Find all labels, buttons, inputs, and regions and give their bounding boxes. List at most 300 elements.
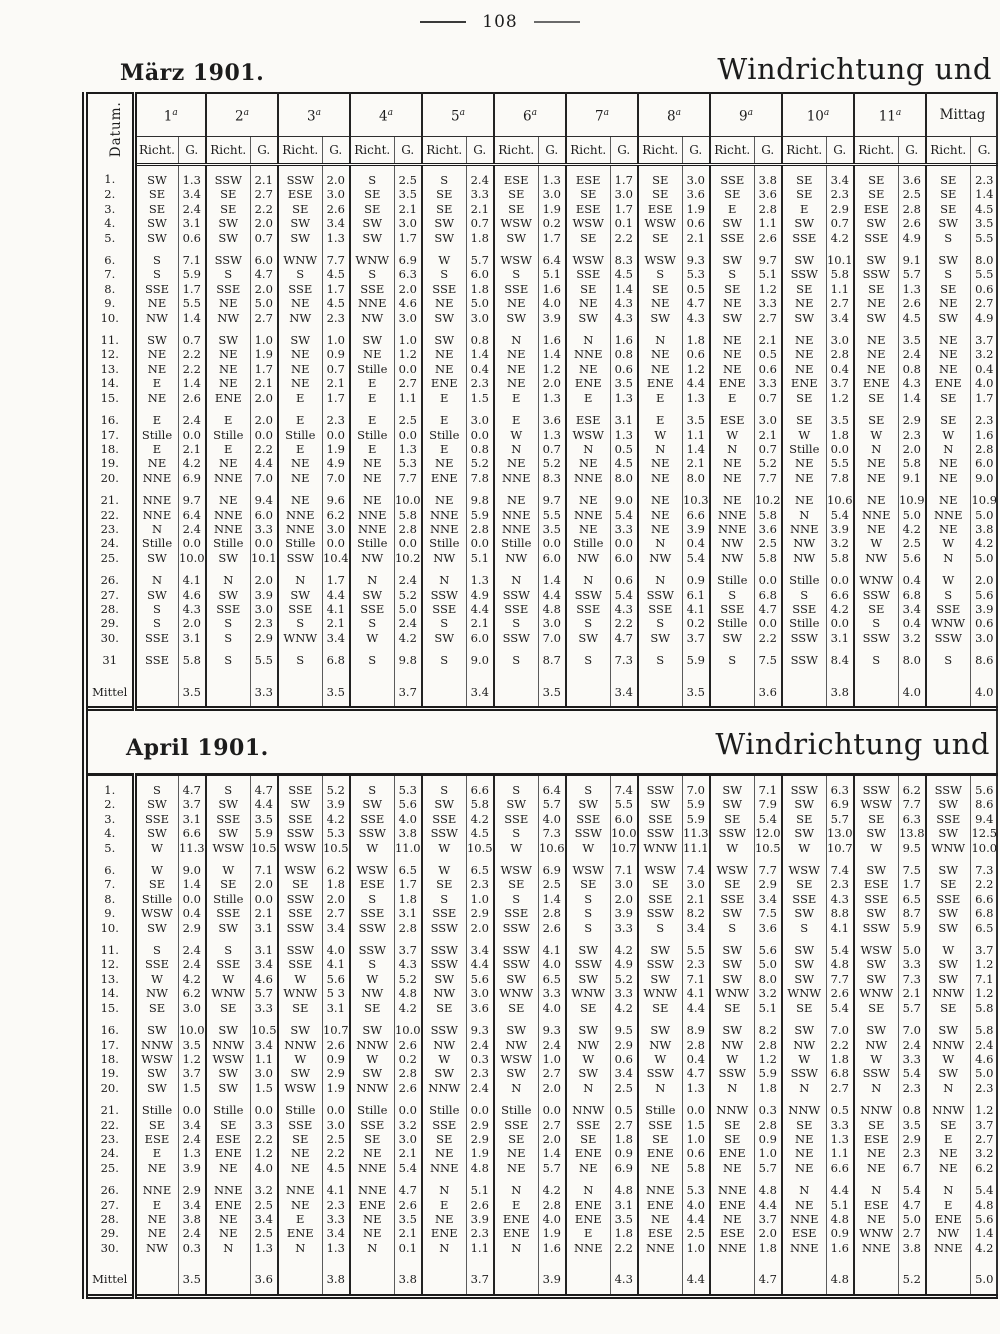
g-cell: 1.1: [682, 428, 710, 442]
richt-cell: SSW: [638, 957, 682, 971]
richt-cell: SW: [206, 551, 250, 565]
g-cell: 0.4: [682, 1052, 710, 1066]
g-cell: 2.2: [826, 1038, 854, 1052]
g-cell: 1.2: [826, 391, 854, 405]
richt-cell: SSE: [638, 1118, 682, 1132]
g-cell: 7.0: [682, 775, 710, 798]
richt-cell: SE: [206, 187, 250, 201]
g-cell: 0.5: [610, 442, 638, 456]
g-cell: 4.2: [466, 812, 494, 826]
g-cell: 6.6: [970, 892, 998, 906]
g-cell: 10.0: [610, 826, 637, 841]
g-cell: 1.1: [250, 1052, 278, 1066]
richt-cell: NE: [422, 456, 466, 470]
richt-cell: ENE: [566, 1212, 610, 1226]
richt-cell: Stille: [141, 1103, 173, 1118]
g-cell: 5.8: [970, 1015, 998, 1037]
g-cell: 1.7: [394, 877, 422, 891]
richt-cell: S: [422, 645, 466, 667]
richt-cell: SE: [206, 1001, 250, 1015]
col-header-6: 6$^a$: [494, 93, 566, 137]
g-cell: 0.0: [178, 536, 206, 550]
g-subheader: G.: [610, 137, 638, 165]
g-cell: 5.6: [970, 588, 998, 602]
richt-cell: NE: [147, 1211, 167, 1226]
g-cell: 2.7: [970, 1132, 998, 1146]
g-cell: 4.2: [826, 602, 854, 616]
g-cell: 0.7: [538, 442, 566, 456]
g-cell: 0.0: [178, 428, 206, 442]
richt-cell: N: [638, 536, 682, 550]
richt-cell: NNE: [278, 508, 322, 522]
g-cell: 3.5: [682, 668, 710, 709]
g-cell: 4.0: [538, 1001, 566, 1015]
g-cell: 4.8: [826, 1255, 854, 1296]
richt-cell: NNE: [422, 508, 466, 522]
g-cell: 5.7: [538, 797, 566, 811]
g-cell: 5.8: [970, 1001, 998, 1015]
g-cell: 5.1: [538, 267, 566, 281]
richt-cell: SW: [566, 1066, 610, 1080]
table-row: [88, 1146, 998, 1160]
g-cell: 2.2: [970, 877, 998, 891]
richt-cell: SW: [782, 1015, 826, 1037]
g-cell: 5.9: [178, 267, 206, 281]
g-cell: 5.0: [394, 602, 422, 616]
richt-cell: E: [422, 442, 466, 456]
g-cell: 2.3: [322, 311, 350, 325]
g-cell: 3.0: [178, 1001, 206, 1015]
g-cell: 3.5: [178, 1038, 206, 1052]
g-cell: 2.4: [178, 935, 206, 957]
richt-cell: SE: [926, 282, 970, 296]
g-cell: 1.4: [970, 187, 998, 201]
g-cell: 3.4: [898, 602, 926, 616]
g-cell: 5.7: [826, 812, 854, 826]
richt-cell: NNE: [566, 1241, 610, 1255]
g-cell: 8.3: [538, 471, 566, 485]
richt-cell: SW: [422, 1066, 466, 1080]
richt-cell: S: [153, 783, 161, 797]
g-cell: 5.6: [322, 972, 350, 986]
g-cell: 1.3: [538, 165, 566, 188]
g-cell: 6.5: [538, 972, 566, 986]
g-cell: 2.9: [178, 921, 206, 935]
richt-cell: WSW: [278, 1081, 322, 1095]
g-cell: 4.4: [466, 957, 494, 971]
g-cell: 3.4: [610, 1066, 638, 1080]
richt-cell: ENE: [710, 1198, 754, 1212]
richt-cell: E: [926, 1132, 970, 1146]
g-cell: 1.0: [754, 1146, 782, 1160]
g-cell: 10.0: [178, 1015, 206, 1037]
richt-cell: W: [206, 972, 250, 986]
richt-cell: SW: [854, 1015, 898, 1037]
richt-cell: SSW: [782, 267, 826, 281]
richt-cell: Stille: [350, 536, 394, 550]
g-cell: 1.6: [826, 1241, 854, 1255]
g-cell: 4.9: [466, 588, 494, 602]
richt-cell: SSE: [350, 602, 394, 616]
richt-cell: NE: [494, 1146, 538, 1160]
g-cell: 2.8: [754, 1118, 782, 1132]
g-cell: 6.2: [970, 1161, 998, 1175]
richt-cell: SSW: [854, 775, 898, 798]
richt-cell: WNW: [638, 841, 682, 855]
g-cell: 4.4: [682, 1212, 710, 1226]
g-cell: 0.8: [466, 442, 494, 456]
g-cell: 2.1: [682, 892, 710, 906]
day-cell: 21.: [88, 485, 134, 507]
richt-cell: W: [206, 855, 250, 877]
g-cell: 3.0: [610, 187, 638, 201]
g-subheader: G.: [970, 137, 998, 165]
day-cell: 27.: [88, 588, 134, 602]
g-cell: 0.4: [178, 906, 206, 920]
g-cell: 3.7: [178, 797, 206, 811]
richt-cell: SSE: [350, 282, 394, 296]
richt-cell: N: [566, 1175, 610, 1197]
mittel-label: Mittel: [88, 1255, 134, 1296]
g-cell: 2.0: [250, 391, 278, 405]
richt-cell: SW: [350, 588, 394, 602]
g-cell: 6.0: [610, 551, 638, 565]
richt-cell: SSW: [854, 921, 898, 935]
richt-cell: NE: [926, 362, 970, 376]
richt-cell: SW: [782, 935, 826, 957]
richt-cell: NE: [422, 347, 466, 361]
g-cell: 2.8: [466, 522, 494, 536]
richt-cell: SE: [782, 1118, 826, 1132]
g-cell: 0.3: [754, 1095, 782, 1117]
g-cell: 3.5: [178, 1255, 206, 1296]
g-cell: 2.5: [538, 877, 566, 891]
richt-cell: ENE: [566, 376, 610, 390]
g-cell: 1.8: [610, 1226, 638, 1240]
g-subheader: G.: [250, 137, 278, 165]
richt-cell: NW: [422, 551, 466, 565]
g-cell: 9.5: [898, 841, 926, 855]
richt-cell: NW: [710, 551, 754, 565]
g-cell: 4.1: [178, 565, 206, 587]
table-row: [88, 775, 998, 798]
g-cell: 2.4: [466, 1038, 494, 1052]
richt-cell: SE: [278, 877, 322, 891]
g-cell: 9.4: [250, 485, 278, 507]
richt-cell: W: [151, 840, 163, 855]
g-cell: 9.0: [970, 471, 998, 485]
richt-cell: WSW: [494, 216, 538, 230]
g-cell: 2.6: [826, 986, 854, 1000]
g-cell: 5.8: [682, 1161, 710, 1175]
richt-cell: SW: [926, 797, 970, 811]
g-cell: 0.9: [682, 565, 710, 587]
g-cell: 5.8: [754, 551, 782, 565]
g-cell: 0.2: [538, 216, 566, 230]
richt-cell: SW: [566, 972, 610, 986]
g-cell: 4.7: [682, 296, 710, 310]
g-cell: 1.4: [466, 347, 494, 361]
g-cell: 4.0: [322, 935, 350, 957]
richt-cell: E: [926, 1198, 970, 1212]
richt-cell: SW: [782, 216, 826, 230]
richt-cell: NW: [350, 551, 394, 565]
g-cell: 3.6: [754, 921, 782, 935]
g-cell: 1.0: [682, 1132, 710, 1146]
g-cell: 1.3: [610, 391, 638, 405]
richt-cell: SE: [710, 1118, 754, 1132]
g-cell: 2.4: [898, 347, 926, 361]
richt-cell: WSW: [638, 216, 682, 230]
richt-cell: N: [926, 442, 970, 456]
richt-cell: S: [710, 921, 754, 935]
richt-cell: E: [422, 1198, 466, 1212]
g-cell: 1.9: [682, 202, 710, 216]
g-cell: 9.3: [466, 1015, 494, 1037]
g-cell: 3.3: [466, 187, 494, 201]
day-cell: 13.: [88, 972, 134, 986]
richt-cell: NNE: [782, 1212, 826, 1226]
richt-cell: N: [926, 1175, 970, 1197]
richt-cell: WSW: [206, 841, 250, 855]
g-cell: 3.2: [970, 347, 998, 361]
g-cell: 0.4: [466, 362, 494, 376]
g-cell: 8.4: [826, 645, 854, 667]
g-cell: 2.0: [610, 892, 638, 906]
g-cell: 3.7: [394, 668, 422, 709]
richt-cell: NE: [710, 485, 754, 507]
table-row: [88, 1066, 998, 1080]
page-number: 108: [482, 12, 518, 32]
g-cell: 4.7: [250, 775, 278, 798]
g-cell: 3.6: [898, 165, 926, 188]
richt-cell: ESE: [710, 405, 754, 427]
richt-cell: SSE: [494, 1118, 538, 1132]
richt-cell: SW: [147, 550, 167, 565]
g-cell: 3.0: [754, 405, 782, 427]
richt-cell: W: [151, 971, 163, 986]
richt-cell: SSW: [854, 588, 898, 602]
richt-cell: SE: [638, 1001, 682, 1015]
richt-cell: NNE: [206, 522, 250, 536]
richt-cell: [926, 1255, 970, 1296]
richt-cell: SW: [350, 216, 394, 230]
g-cell: 2.8: [538, 1198, 566, 1212]
richt-cell: NW: [566, 1038, 610, 1052]
g-cell: 5.6: [466, 972, 494, 986]
richt-cell: NNW: [350, 1038, 394, 1052]
richt-cell: S: [566, 892, 610, 906]
richt-cell: NE: [278, 1198, 322, 1212]
day-cell: 3.: [88, 812, 134, 826]
richt-cell: SSE: [710, 602, 754, 616]
richt-cell: NE: [278, 347, 322, 361]
g-cell: 0.7: [466, 216, 494, 230]
g-cell: 5.4: [610, 508, 638, 522]
richt-cell: NE: [206, 1226, 250, 1240]
g-cell: 2.4: [394, 616, 422, 630]
richt-cell: SW: [206, 588, 250, 602]
g-cell: 3.4: [826, 311, 854, 325]
richt-cell: S: [494, 775, 538, 798]
g-cell: 1.2: [970, 1095, 998, 1117]
richt-cell: S: [350, 892, 394, 906]
richt-cell: SE: [782, 1001, 826, 1015]
richt-cell: W: [422, 841, 466, 855]
richt-cell: SSW: [278, 165, 322, 188]
g-cell: 10.9: [970, 485, 998, 507]
day-cell: 11.: [88, 325, 134, 347]
richt-cell: SW: [782, 826, 826, 840]
g-cell: 0.7: [754, 391, 782, 405]
g-cell: 0.4: [826, 362, 854, 376]
g-cell: 3.4: [250, 1038, 278, 1052]
richt-cell: SSW: [422, 957, 466, 971]
col-header-7: 7$^a$: [566, 93, 638, 137]
richt-cell: WNW: [566, 986, 610, 1000]
richt-cell: NE: [854, 485, 898, 507]
day-cell: 7.: [88, 267, 134, 281]
richt-cell: NE: [350, 485, 394, 507]
g-cell: 0.9: [754, 1132, 782, 1146]
g-cell: 1.3: [178, 165, 206, 188]
richt-cell: E: [710, 391, 754, 405]
richt-cell: SE: [638, 877, 682, 891]
richt-cell: S: [350, 775, 394, 798]
g-cell: 6.2: [178, 986, 206, 1000]
richt-cell: W: [710, 1052, 754, 1066]
g-cell: 6.8: [826, 1066, 854, 1080]
richt-cell: [422, 1255, 466, 1296]
richt-cell: N: [494, 1175, 538, 1197]
g-cell: 1.8: [466, 282, 494, 296]
richt-cell: SW: [566, 1015, 610, 1037]
richt-cell: SSE: [710, 165, 754, 188]
richt-cell: SSE: [710, 231, 754, 245]
g-cell: 5.8: [178, 645, 206, 667]
g-cell: 5.8: [898, 456, 926, 470]
g-cell: 0.6: [178, 231, 206, 245]
table-row: [88, 471, 998, 485]
richt-cell: SSE: [926, 892, 970, 906]
richt-cell: NE: [494, 456, 538, 470]
g-cell: 8.7: [538, 645, 566, 667]
g-cell: 0.8: [610, 347, 638, 361]
richt-cell: WNW: [638, 986, 682, 1000]
richt-cell: SW: [350, 1066, 394, 1080]
g-cell: 10.2: [394, 550, 421, 565]
richt-cell: SSE: [638, 602, 682, 616]
g-cell: 6.5: [394, 855, 422, 877]
richt-cell: [422, 668, 466, 709]
g-cell: 4.5: [970, 202, 998, 216]
richt-cell: NE: [494, 1161, 538, 1175]
richt-cell: SW: [638, 935, 682, 957]
g-cell: 2.3: [466, 376, 494, 390]
richt-cell: N: [422, 565, 466, 587]
table-row: [88, 1038, 998, 1052]
richt-cell: Stille: [782, 565, 826, 587]
g-cell: 2.2: [322, 1146, 350, 1160]
g-cell: 1.7: [610, 202, 638, 216]
g-cell: 1.6: [610, 325, 638, 347]
g-cell: 7.7: [826, 972, 854, 986]
col-header-8: 8$^a$: [638, 93, 710, 137]
richt-cell: NE: [147, 390, 167, 405]
table-row: [88, 1132, 998, 1146]
richt-cell: N: [710, 442, 754, 456]
richt-cell: W: [926, 428, 970, 442]
g-cell: 4.7: [394, 1175, 422, 1197]
day-cell: 16.: [88, 1015, 134, 1037]
g-cell: 2.3: [970, 1081, 998, 1095]
g-cell: 0.7: [250, 231, 278, 245]
g-cell: 3.7: [826, 376, 854, 390]
richt-cell: SSE: [145, 653, 169, 668]
g-cell: 5.8: [754, 508, 782, 522]
richt-cell: N: [566, 442, 610, 456]
richt-cell: NE: [566, 1161, 610, 1175]
richt-cell: WSW: [206, 1052, 250, 1066]
table-row: [88, 508, 998, 522]
table-row: [88, 1212, 998, 1226]
richt-cell: NNW: [854, 1095, 898, 1117]
g-cell: 0.0: [826, 442, 854, 456]
g-cell: 1.5: [682, 1118, 710, 1132]
g-cell: 8.2: [754, 1015, 782, 1037]
richt-cell: E: [350, 405, 394, 427]
g-cell: 0.0: [178, 1095, 206, 1117]
g-cell: 3.2: [826, 536, 854, 550]
richt-cell: NW: [350, 311, 394, 325]
g-cell: 9.7: [754, 245, 782, 267]
table-row: [88, 892, 998, 906]
richt-cell: NE: [206, 1212, 250, 1226]
table-row: [88, 187, 998, 201]
richt-cell: ENE: [926, 376, 970, 390]
g-cell: 6.0: [466, 631, 494, 645]
g-cell: 2.2: [610, 616, 638, 630]
g-subheader: G.: [682, 137, 710, 165]
g-cell: 4.5: [466, 826, 494, 840]
g-cell: 3.1: [178, 812, 206, 826]
g-cell: 2.3: [466, 1226, 494, 1240]
richt-cell: SW: [782, 906, 826, 920]
richt-cell: SW: [638, 797, 682, 811]
richt-cell: E: [350, 442, 394, 456]
richt-cell: NW: [566, 551, 610, 565]
richt-cell: SSW: [566, 826, 610, 840]
datum-column-header: [88, 93, 134, 165]
g-cell: 3.3: [250, 1001, 278, 1015]
g-cell: 4.8: [610, 1175, 638, 1197]
richt-cell: W: [854, 841, 898, 855]
table-row: [88, 456, 998, 470]
g-cell: 5.0: [754, 957, 782, 971]
richt-cell: NE: [147, 1160, 167, 1175]
richt-cell: NW: [422, 1038, 466, 1052]
richt-cell: NNE: [494, 522, 538, 536]
g-cell: 10.5: [250, 840, 277, 855]
richt-cell: NE: [206, 362, 250, 376]
richt-cell: WNW: [350, 245, 394, 267]
day-cell: 6.: [88, 245, 134, 267]
g-cell: 4.2: [322, 812, 350, 826]
richt-cell: NE: [206, 347, 250, 361]
richt-cell: NNE: [926, 508, 970, 522]
g-cell: 3.0: [466, 986, 494, 1000]
g-cell: 2.2: [754, 631, 782, 645]
